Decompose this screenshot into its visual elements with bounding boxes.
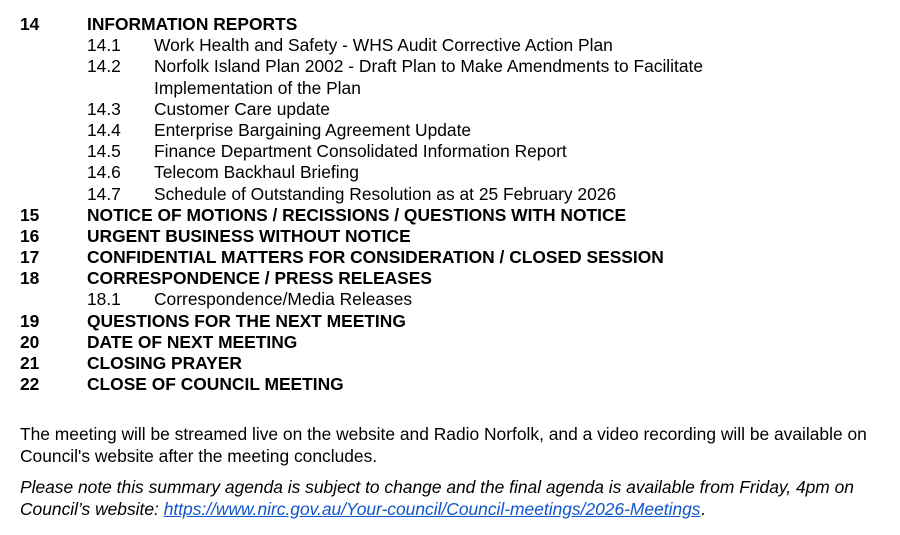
- agenda-subitem: [20, 99, 890, 120]
- agenda-subitem-number: 14.1: [87, 35, 121, 56]
- agenda-subitem-title: Telecom Backhaul Briefing: [154, 162, 359, 183]
- agenda-item-number: 21: [20, 353, 40, 374]
- stream-notice: The meeting will be streamed live on the website and Radio Norfolk, and a video recording will be available on Council's website after the meeting concludes.: [20, 424, 867, 466]
- agenda-subitem-number: 14.4: [87, 119, 121, 140]
- agenda-subitem-number: 14.3: [87, 98, 121, 119]
- agenda-item-number: 18: [20, 268, 40, 289]
- agenda-item-title: CONFIDENTIAL MATTERS FOR CONSIDERATION / CLOSED SESSION: [87, 247, 664, 268]
- agenda-subitem-number: 14.7: [87, 183, 121, 204]
- agenda-item: [20, 353, 890, 374]
- agenda-item: [20, 205, 890, 226]
- agenda-subitem-title: Work Health and Safety - WHS Audit Corrective Action Plan: [154, 35, 613, 56]
- agenda-subitem-title: Enterprise Bargaining Agreement Update: [154, 119, 472, 140]
- agenda-item-title: INFORMATION REPORTS: [87, 14, 298, 34]
- agenda-subitem: [20, 56, 890, 98]
- agenda-disclaimer: [20, 477, 885, 521]
- agenda-item-number: 22: [20, 374, 40, 395]
- agenda-subitem-title: Customer Care update: [154, 98, 330, 119]
- agenda-list: [20, 14, 890, 395]
- agenda-item-title: DATE OF NEXT MEETING: [87, 331, 298, 352]
- agenda-subitem: [20, 120, 890, 141]
- agenda-subitem-title: Correspondence/Media Releases: [154, 289, 413, 310]
- agenda-subitem-title: Finance Department Consolidated Information Report: [154, 141, 567, 162]
- agenda-subitem: [20, 141, 890, 162]
- agenda-item-number: 19: [20, 310, 40, 331]
- agenda-subitem: [20, 289, 890, 310]
- agenda-subitem: [20, 35, 890, 56]
- agenda-item: [20, 14, 890, 35]
- agenda-subitem-number: 14.5: [87, 141, 121, 162]
- agenda-item-number: 20: [20, 331, 40, 352]
- agenda-item-title: QUESTIONS FOR THE NEXT MEETING: [87, 310, 406, 331]
- agenda-subitem-number: 14.6: [87, 162, 121, 183]
- agenda-item-title: CORRESPONDENCE / PRESS RELEASES: [87, 268, 432, 289]
- agenda-item-number: 15: [20, 204, 40, 225]
- agenda-item: [20, 226, 890, 247]
- agenda-subitem-number: 14.2: [87, 56, 121, 77]
- agenda-item-number: 17: [20, 247, 40, 268]
- agenda-item-title: CLOSE OF COUNCIL MEETING: [87, 374, 344, 395]
- agenda-item: [20, 247, 890, 268]
- agenda-item: [20, 374, 890, 395]
- agenda-item-number: 14: [20, 14, 40, 34]
- agenda-subitem: [20, 162, 890, 183]
- agenda-item: [20, 332, 890, 353]
- agenda-item-title: NOTICE OF MOTIONS / RECISSIONS / QUESTIONS WITH NOTICE: [87, 204, 627, 225]
- agenda-subitem-title: Norfolk Island Plan 2002 - Draft Plan to Make Amendments to Facilitate Implementation of the Plan: [154, 56, 704, 98]
- agenda-subitem-title: Schedule of Outstanding Resolution as at 25 February 2026: [154, 183, 617, 204]
- disclaimer-end: .: [700, 498, 706, 519]
- agenda-item-number: 16: [20, 225, 40, 246]
- agenda-item-title: CLOSING PRAYER: [87, 353, 242, 374]
- agenda-subitem-number: 18.1: [87, 289, 121, 310]
- council-meetings-link[interactable]: https://www.nirc.gov.au/Your-council/Council-meetings/2026-Meetings: [163, 498, 701, 519]
- agenda-item: [20, 311, 890, 332]
- agenda-subitem: [20, 184, 890, 205]
- agenda-item-title: URGENT BUSINESS WITHOUT NOTICE: [87, 225, 411, 246]
- disclaimer-text: Please note this summary agenda is subject to change and the final agenda is available from Friday, 4pm on Council’s website:: [20, 477, 854, 519]
- agenda-item: [20, 268, 890, 289]
